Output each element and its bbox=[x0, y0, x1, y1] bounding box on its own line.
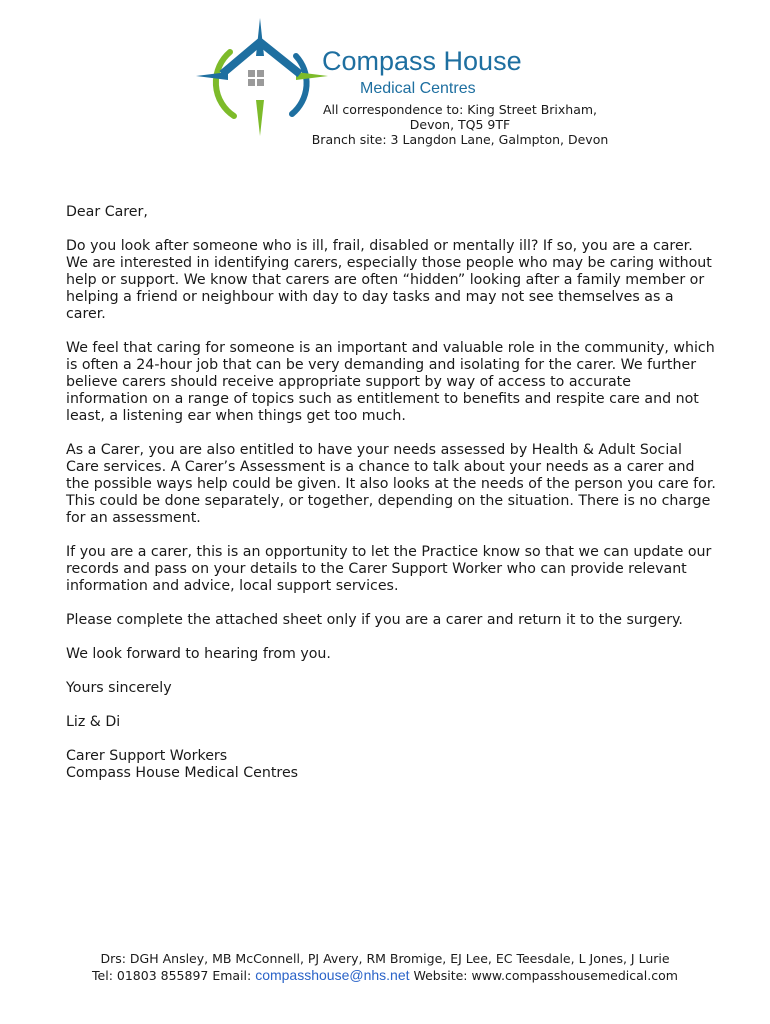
address-line: Devon, TQ5 9TF bbox=[409, 117, 511, 132]
letter-paragraph: We feel that caring for someone is an important and valuable role in the community, which is often a 24-hour job that can be very demanding and isolating for the carer. We further believe carers should receive appropriate support by way of access to accurate information on a range of topics such as entitlement to benefits and respite care and not least, a listening ear when things get too much. bbox=[66, 340, 715, 424]
footer bbox=[0, 951, 770, 984]
email-link[interactable]: compasshouse@nhs.net bbox=[255, 967, 410, 983]
closing: Yours sincerely bbox=[66, 680, 172, 696]
website-label: Website: www.compasshousemedical.com bbox=[409, 968, 678, 983]
letter-paragraph: Do you look after someone who is ill, frail, disabled or mentally ill? If so, you are a carer. We are interested in identifying carers, especially those people who may be caring without help or support. We know that carers are often “hidden” looking after a family member or helping a friend or neighbour with day to day tasks and may not see themselves as a carer. bbox=[66, 238, 712, 322]
brand-subtitle: Medical Centres bbox=[360, 80, 476, 97]
doctors-list: Drs: DGH Ansley, MB McConnell, PJ Avery, RM Bromige, EJ Lee, EC Teesdale, L Jones, J Lurie bbox=[100, 951, 670, 966]
letter-body bbox=[66, 204, 716, 782]
letter-paragraph: If you are a carer, this is an opportunity to let the Practice know so that we can update our records and pass on your details to the Carer Support Worker who can provide relevant information and advice, local support services. bbox=[66, 544, 712, 594]
signatory-organisation: Compass House Medical Centres bbox=[66, 765, 299, 781]
address-line: Branch site: 3 Langdon Lane, Galmpton, Devon bbox=[311, 132, 609, 147]
address-line: All correspondence to: King Street Brixham, bbox=[322, 102, 598, 117]
signatory-role: Carer Support Workers bbox=[66, 748, 228, 764]
letter-paragraph: Please complete the attached sheet only if you are a carer and return it to the surgery. bbox=[66, 612, 683, 628]
contact-line bbox=[0, 967, 770, 984]
salutation: Dear Carer, bbox=[66, 204, 148, 220]
telephone-label: Tel: 01803 855897 Email: bbox=[92, 968, 256, 983]
letter-paragraph: We look forward to hearing from you. bbox=[66, 646, 331, 662]
letter-paragraph: As a Carer, you are also entitled to have your needs assessed by Health & Adult Social Care services. A Carer’s Assessment is a chance to talk about your needs as a carer and the possible ways help could be given. It also looks at the needs of the person you care for. This could be done separately, or together, depending on the situation. There is no charge for an assessment. bbox=[66, 442, 716, 526]
brand-name: Compass House bbox=[322, 46, 522, 76]
correspondence-address bbox=[290, 102, 630, 147]
signatories: Liz & Di bbox=[66, 714, 121, 730]
